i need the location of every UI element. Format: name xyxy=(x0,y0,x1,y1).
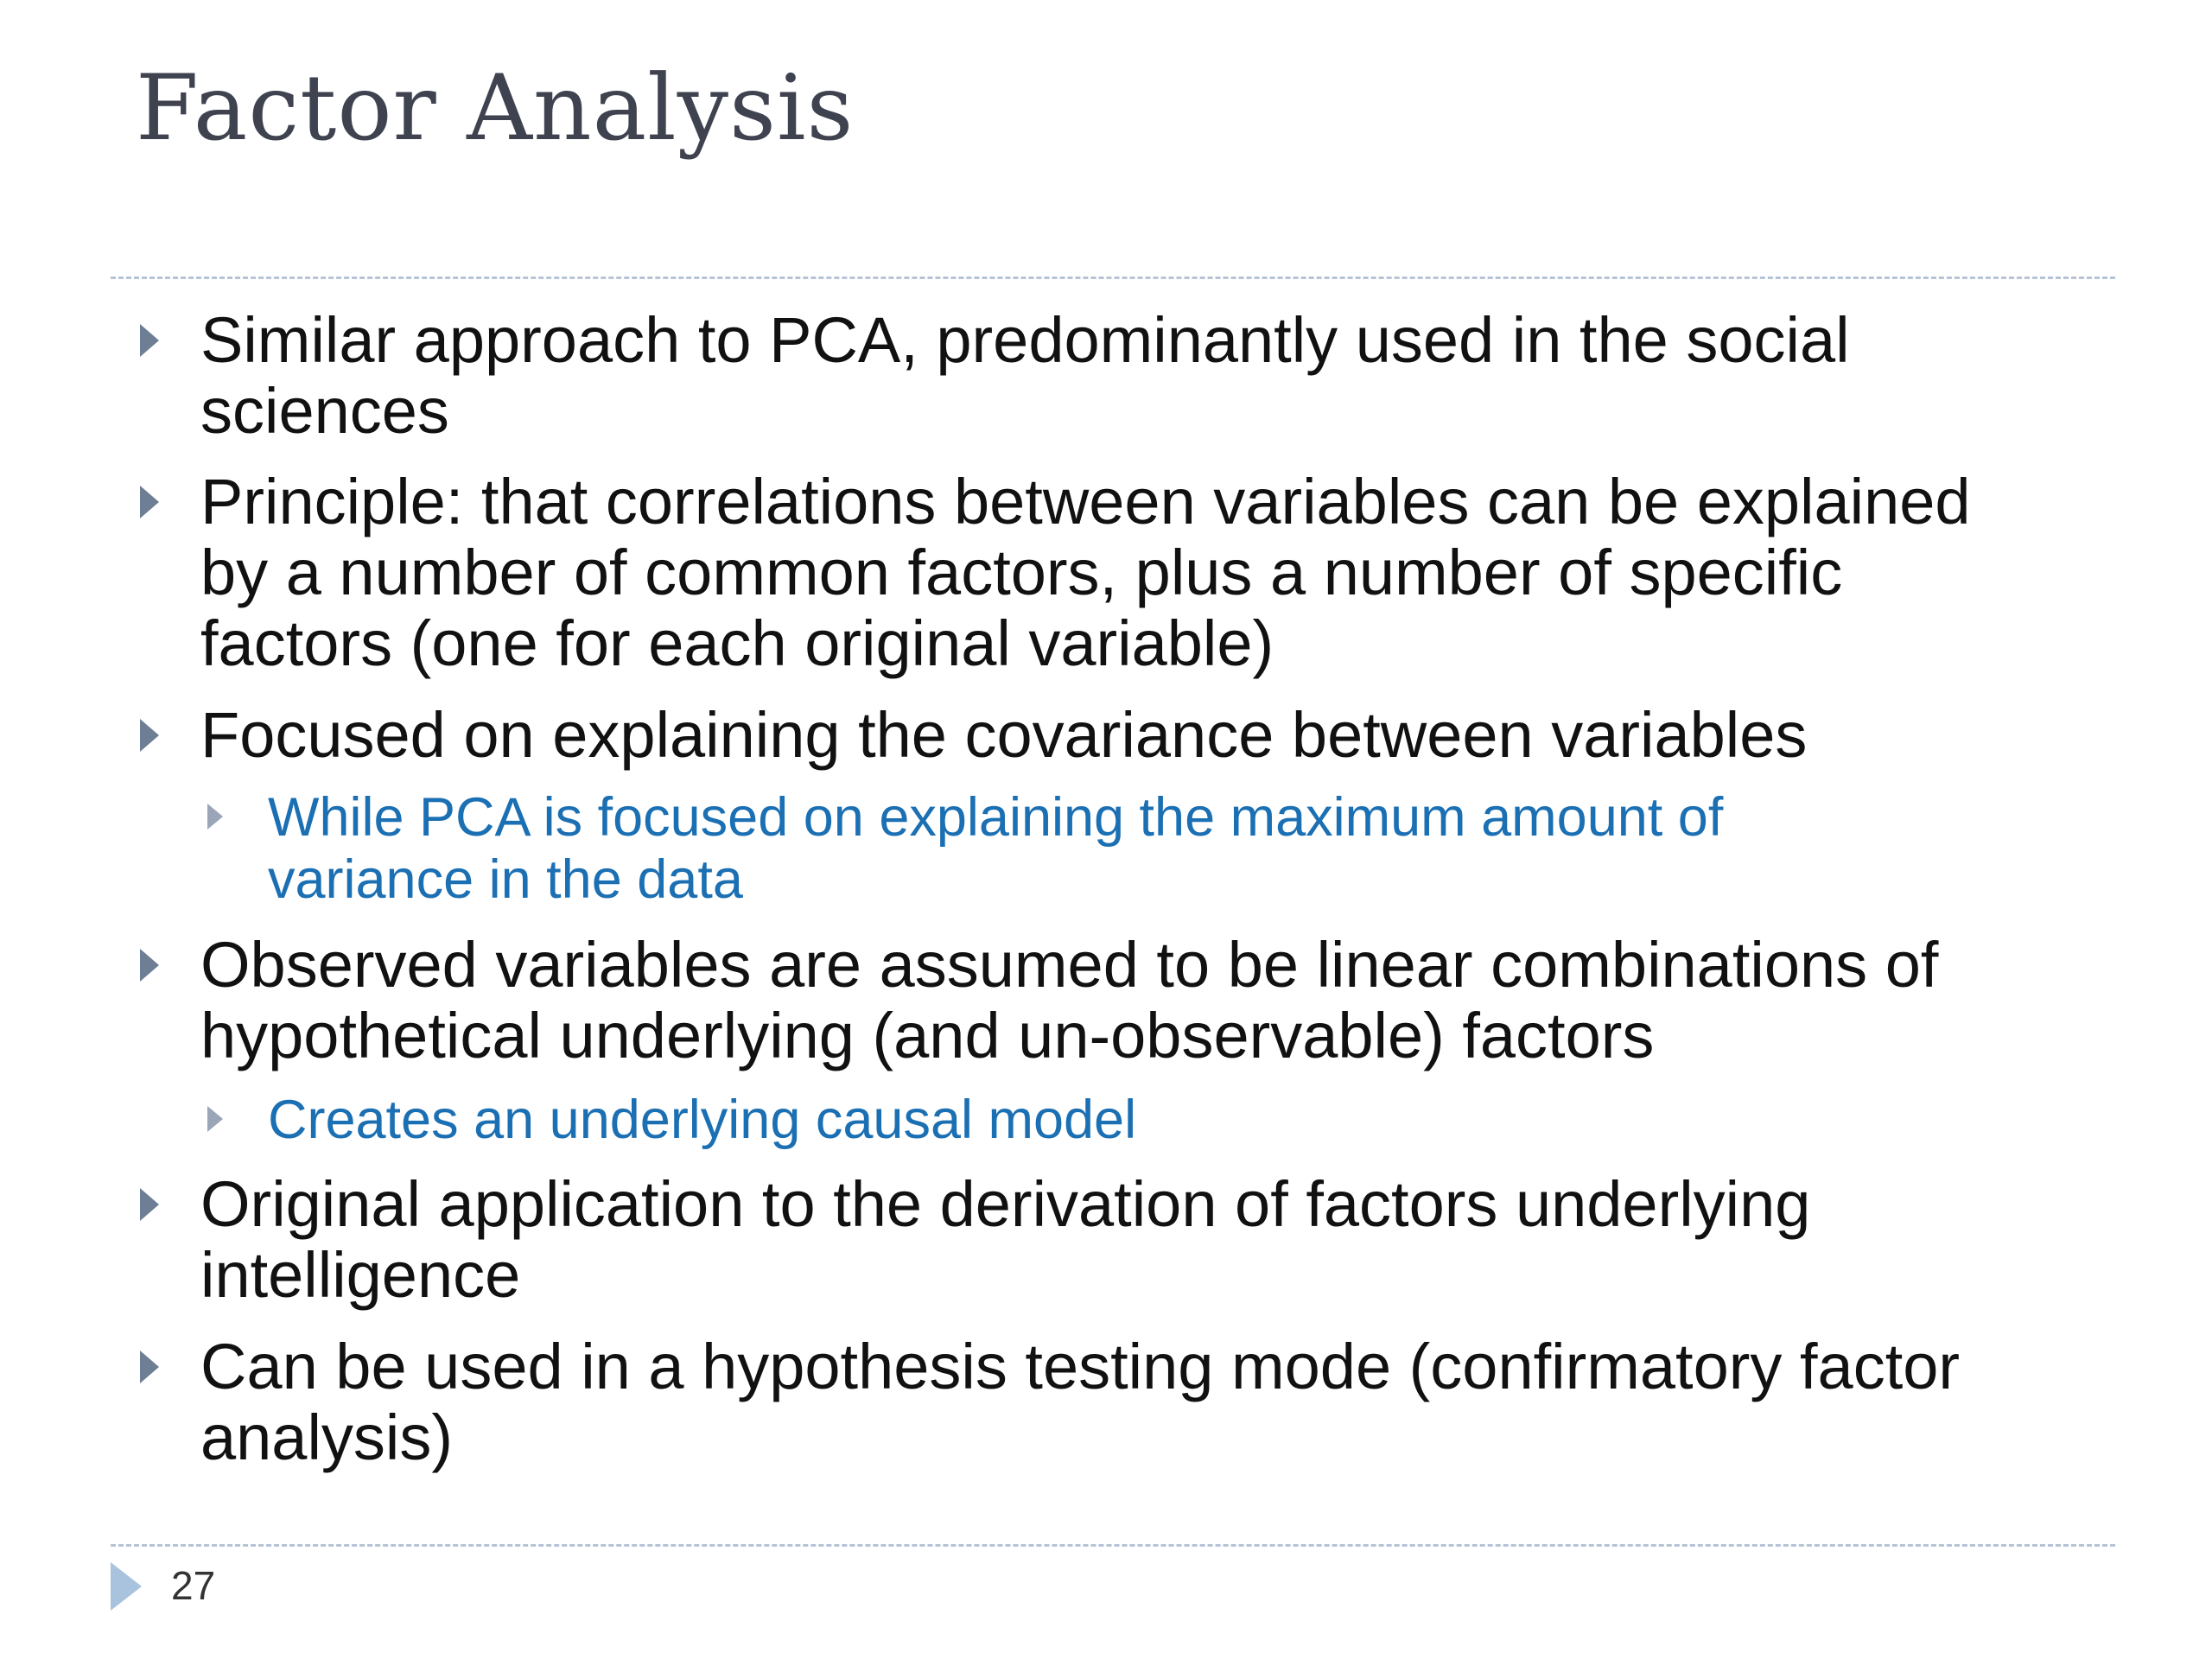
bullet-item xyxy=(200,305,1850,447)
bullet-line: factors (one for each original variable) xyxy=(200,607,1274,679)
slide-title: Factor Analysis xyxy=(136,55,855,161)
bullet-line: analysis) xyxy=(200,1402,453,1473)
bullet-line: by a number of common factors, plus a number of specific xyxy=(200,537,1843,608)
bullet-arrow-icon xyxy=(140,1351,159,1383)
bullet-line: hypothetical underlying (and un-observable) factors xyxy=(200,1000,1655,1071)
bullet-line: Observed variables are assumed to be linear combinations of xyxy=(200,929,1939,1001)
bullet-item xyxy=(200,1332,1960,1473)
sub-bullet-arrow-icon xyxy=(207,1106,223,1132)
bullet-line: intelligence xyxy=(200,1239,521,1311)
bullet-line: Can be used in a hypothesis testing mode (confirmatory factor xyxy=(200,1331,1961,1402)
bullet-arrow-icon xyxy=(140,719,159,752)
bullet-arrow-icon xyxy=(140,949,159,982)
bullet-item xyxy=(200,700,1807,771)
bullet-arrow-icon xyxy=(140,1188,159,1221)
bullet-line: Original application to the derivation of factors underlying xyxy=(200,1168,1811,1240)
sub-bullet-line: Creates an underlying causal model xyxy=(268,1090,1137,1150)
bullet-line: Principle: that correlations between variables can be explained xyxy=(200,466,1971,537)
bottom-divider xyxy=(111,1544,2115,1547)
page-number: 27 xyxy=(171,1563,216,1608)
bullet-line: sciences xyxy=(200,375,449,447)
bullet-item xyxy=(200,1169,1810,1311)
bullet-line: Similar approach to PCA, predominantly used in the social xyxy=(200,304,1850,376)
bullet-item xyxy=(200,467,1971,679)
bullet-arrow-icon xyxy=(140,324,159,357)
top-divider xyxy=(111,276,2115,279)
bullet-item xyxy=(200,930,1938,1071)
sub-bullet-line: While PCA is focused on explaining the maximum amount of xyxy=(268,787,1724,848)
sub-bullet-item xyxy=(268,786,1723,911)
footer-triangle-icon xyxy=(111,1562,142,1611)
bullet-arrow-icon xyxy=(140,486,159,518)
sub-bullet-arrow-icon xyxy=(207,804,223,830)
sub-bullet-line: variance in the data xyxy=(268,849,743,910)
bullet-line: Focused on explaining the covariance between variables xyxy=(200,699,1808,771)
sub-bullet-item xyxy=(268,1089,1136,1151)
